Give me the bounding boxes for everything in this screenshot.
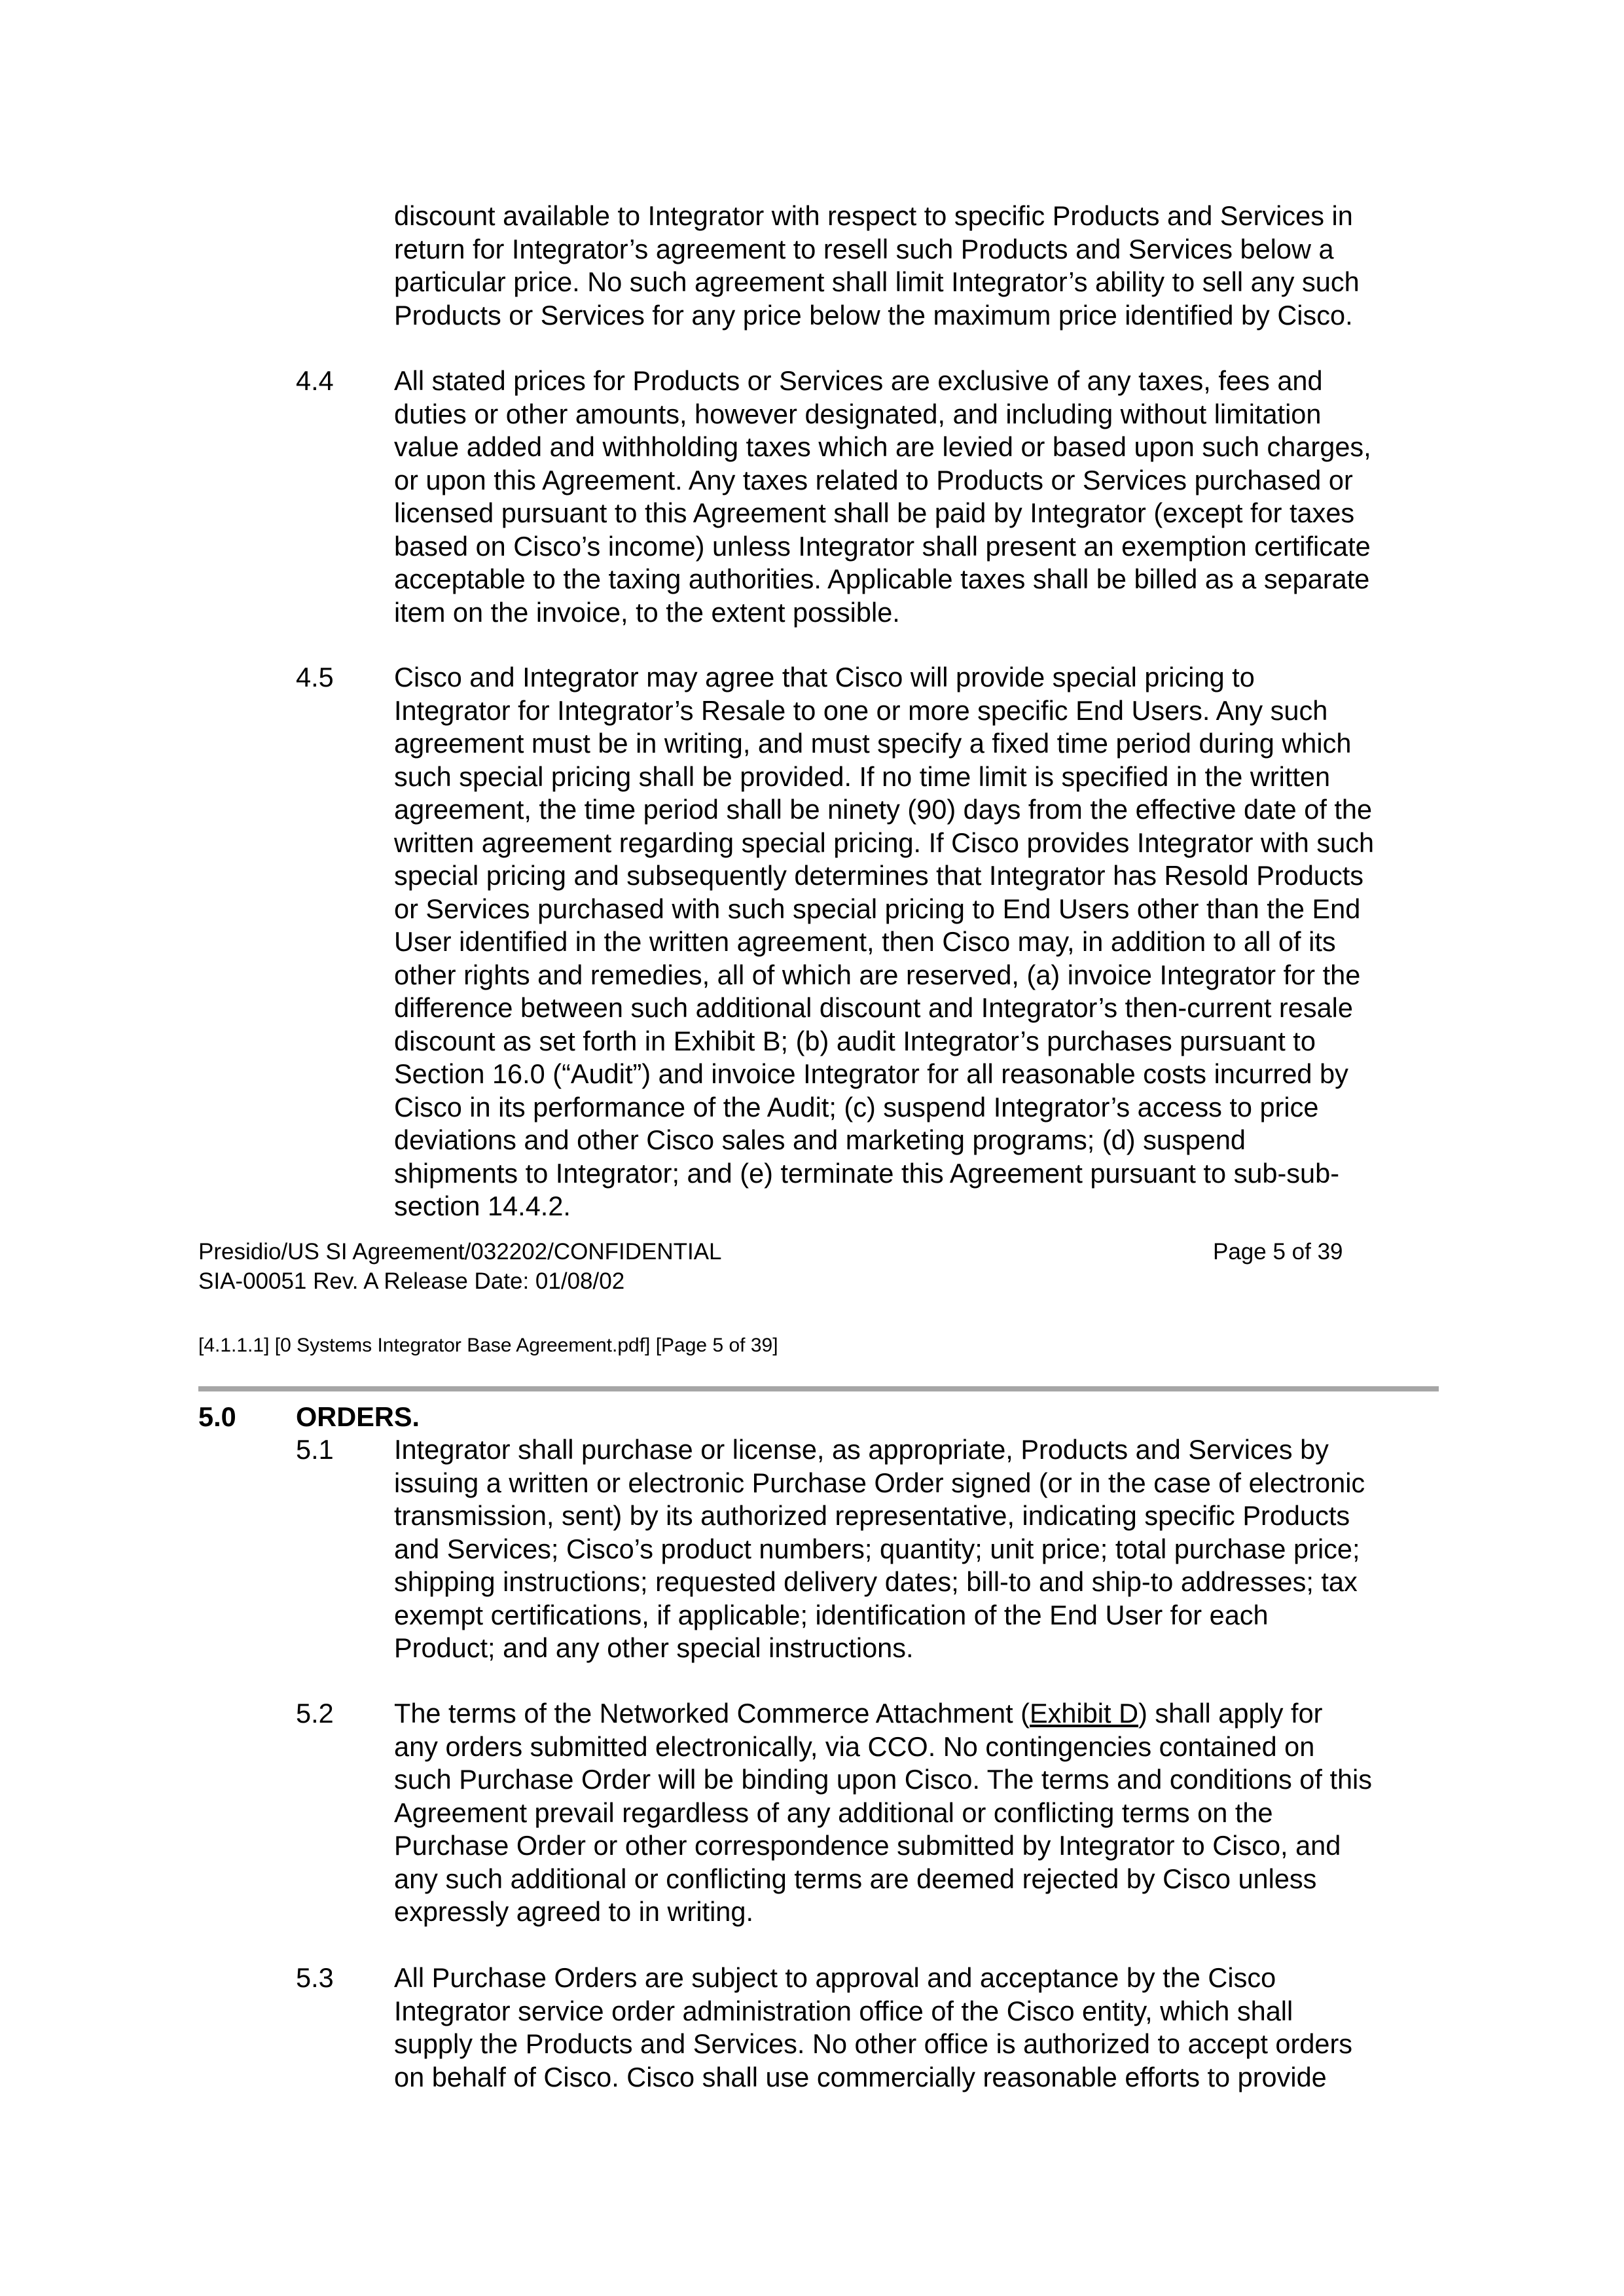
text-line: All stated prices for Products or Services are exclusive of any taxes, fees and: [394, 365, 1323, 396]
text-line: value added and withholding taxes which are levied or based upon such charges,: [394, 431, 1371, 462]
text-line: Section 16.0 (“Audit”) and invoice Integrator for all reasonable costs incurred by: [394, 1058, 1348, 1089]
exhibit-d-link[interactable]: Exhibit D: [1030, 1698, 1139, 1729]
text-line: based on Cisco’s income) unless Integrator shall present an exemption certificate: [394, 530, 1371, 562]
clause-number-5-3: 5.3: [296, 1962, 334, 1993]
text-line: issuing a written or electronic Purchase Order signed (or in the case of electronic: [394, 1467, 1365, 1498]
clause-5-1-text: [394, 1433, 1441, 1665]
clause-4-5-text: [394, 661, 1441, 1223]
page-number: Page 5 of 39: [1213, 1239, 1343, 1265]
section-title-orders: ORDERS.: [296, 1401, 420, 1432]
text-line: licensed pursuant to this Agreement shall be paid by Integrator (except for taxes: [394, 497, 1355, 528]
text-line: agreement must be in writing, and must specify a fixed time period during which: [394, 728, 1352, 759]
text-line: User identified in the written agreement, then Cisco may, in addition to all of its: [394, 926, 1336, 957]
footer-agreement-line: Presidio/US SI Agreement/032202/CONFIDENTIAL: [198, 1239, 722, 1265]
text-line: supply the Products and Services. No other office is authorized to accept orders: [394, 2028, 1353, 2059]
text-line: such special pricing shall be provided. If no time limit is specified in the written: [394, 761, 1331, 792]
text-line: Cisco and Integrator may agree that Cisco will provide special pricing to: [394, 662, 1255, 692]
text-line: special pricing and subsequently determines that Integrator has Resold Products: [394, 860, 1364, 891]
text-line: Product; and any other special instructions.: [394, 1632, 914, 1663]
text-line: acceptable to the taxing authorities. Applicable taxes shall be billed as a separate: [394, 564, 1370, 594]
text-line: exempt certifications, if applicable; identification of the End User for each: [394, 1599, 1269, 1630]
text-line: other rights and remedies, all of which are reserved, (a) invoice Integrator for the: [394, 959, 1361, 990]
text-line: Integrator for Integrator’s Resale to one or more specific End Users. Any such: [394, 694, 1328, 726]
text-line: Purchase Order or other correspondence submitted by Integrator to Cisco, and: [394, 1830, 1341, 1861]
clause-4-4-text: [394, 365, 1441, 629]
continuation-paragraph: [394, 200, 1441, 332]
page-footer-left: [198, 1237, 722, 1296]
text-line: return for Integrator’s agreement to resell such Products and Services below a: [394, 233, 1334, 264]
text-line: discount as set forth in Exhibit B; (b) audit Integrator’s purchases pursuant to: [394, 1025, 1316, 1056]
text-line: particular price. No such agreement shall limit Integrator’s ability to sell any such: [394, 266, 1360, 297]
source-reference-note: [4.1.1.1] [0 Systems Integrator Base Agreement.pdf] [Page 5 of 39]: [198, 1335, 778, 1356]
text-line: Integrator service order administration office of the Cisco entity, which shall: [394, 1995, 1293, 2026]
text-line: any orders submitted electronically, via CCO. No contingencies contained on: [394, 1731, 1315, 1762]
text-line: Cisco in its performance of the Audit; (c) suspend Integrator’s access to price: [394, 1091, 1319, 1122]
text-line: and Services; Cisco’s product numbers; quantity; unit price; total purchase price;: [394, 1533, 1360, 1564]
text-line: shipments to Integrator; and (e) terminate this Agreement pursuant to sub-sub-: [394, 1157, 1340, 1189]
text-line: on behalf of Cisco. Cisco shall use commercially reasonable efforts to provide: [394, 2061, 1327, 2092]
page-divider: [198, 1386, 1439, 1391]
footer-release-line: SIA-00051 Rev. A Release Date: 01/08/02: [198, 1268, 625, 1294]
text-line: Products or Services for any price below the maximum price identified by Cisco.: [394, 299, 1353, 331]
text-line: or Services purchased with such special pricing to End Users other than the End: [394, 893, 1361, 924]
text-line: Agreement prevail regardless of any additional or conflicting terms on the: [394, 1797, 1273, 1828]
text-line: written agreement regarding special pricing. If Cisco provides Integrator with such: [394, 827, 1375, 858]
text-line: deviations and other Cisco sales and marketing programs; (d) suspend: [394, 1124, 1246, 1155]
text-fragment: ) shall apply for: [1138, 1698, 1323, 1729]
text-line: shipping instructions; requested delivery dates; bill-to and ship-to addresses; tax: [394, 1566, 1358, 1597]
clause-number-4-4: 4.4: [296, 365, 334, 396]
text-line: expressly agreed to in writing.: [394, 1896, 753, 1927]
text-line: or upon this Agreement. Any taxes related to Products or Services purchased or: [394, 464, 1353, 495]
text-line: duties or other amounts, however designated, and including without limitation: [394, 398, 1322, 429]
clause-number-5-1: 5.1: [296, 1434, 334, 1465]
clause-5-3-text: [394, 1962, 1441, 2094]
text-line: transmission, sent) by its authorized representative, indicating specific Products: [394, 1500, 1350, 1531]
text-line: difference between such additional discount and Integrator’s then-current resale: [394, 992, 1353, 1023]
text-line: any such additional or conflicting terms are deemed rejected by Cisco unless: [394, 1863, 1317, 1894]
text-fragment: The terms of the Networked Commerce Attachment (: [394, 1698, 1030, 1729]
text-line: [394, 1697, 1441, 1731]
text-line: Integrator shall purchase or license, as appropriate, Products and Services by: [394, 1434, 1329, 1465]
text-line: discount available to Integrator with respect to specific Products and Services in: [394, 200, 1353, 231]
text-line: item on the invoice, to the extent possible.: [394, 596, 900, 628]
text-line: agreement, the time period shall be ninety (90) days from the effective date of the: [394, 794, 1373, 825]
clause-number-5-2: 5.2: [296, 1698, 334, 1729]
clause-5-2-text: [394, 1697, 1441, 1929]
clause-number-4-5: 4.5: [296, 662, 334, 692]
text-line: section 14.4.2.: [394, 1191, 571, 1221]
section-number-5-0: 5.0: [198, 1401, 236, 1432]
text-line: All Purchase Orders are subject to approval and acceptance by the Cisco: [394, 1962, 1276, 1993]
text-line: such Purchase Order will be binding upon Cisco. The terms and conditions of this: [394, 1764, 1373, 1795]
